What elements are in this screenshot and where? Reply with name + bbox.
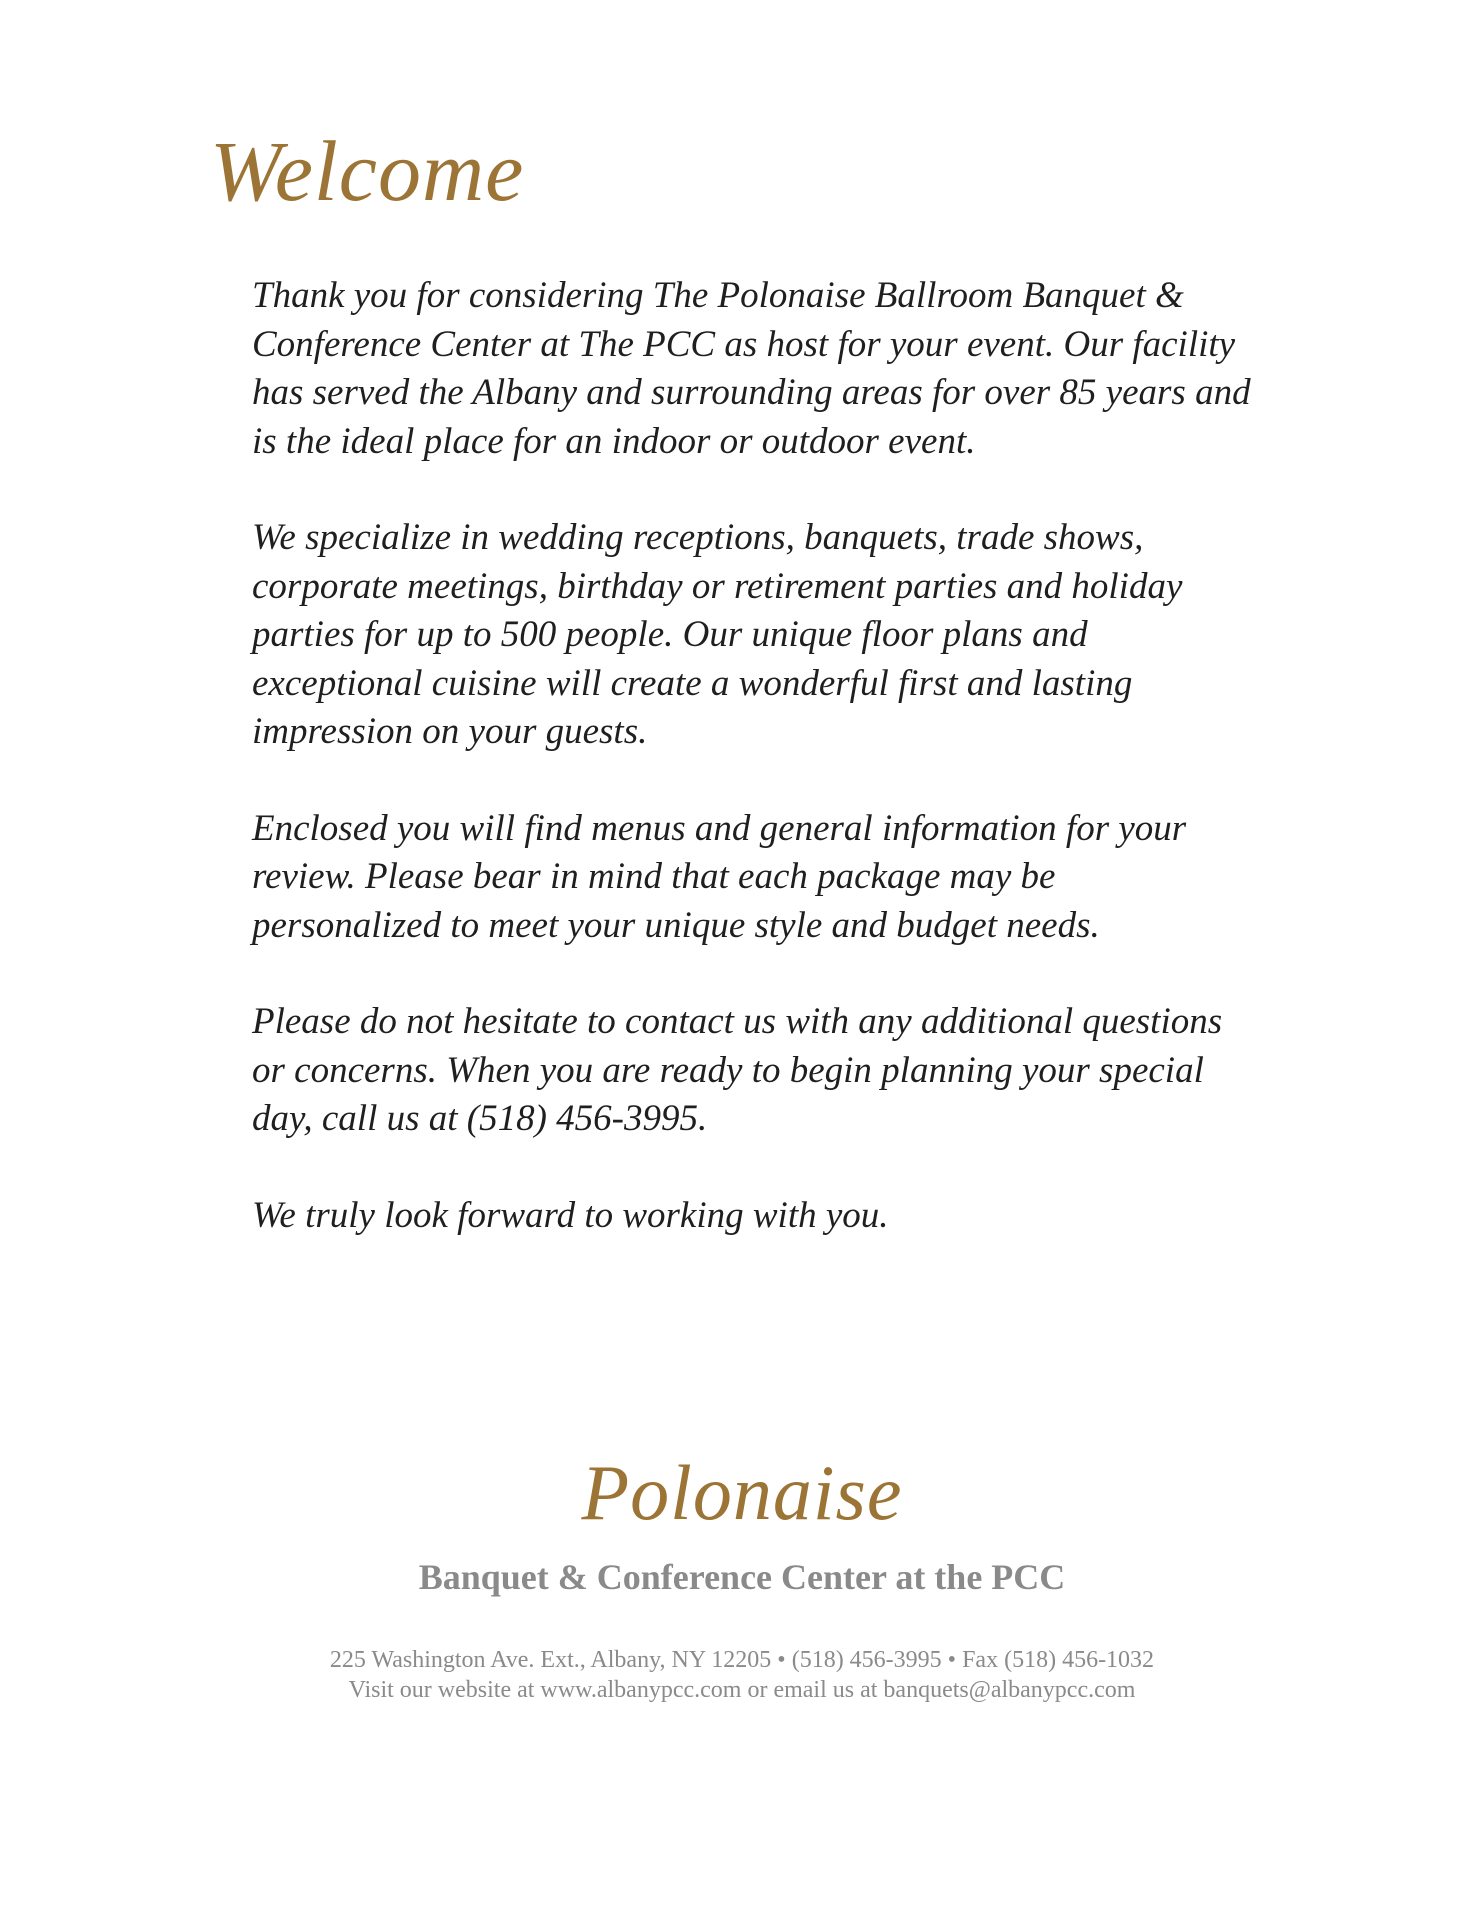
paragraph-closing: We truly look forward to working with you.: [252, 1194, 889, 1236]
paragraph-contact: Please do not hesitate to contact us with any additional questions or concerns. When you are ready to begin planning your special day, call us at (518) 456-3995.: [252, 1001, 1223, 1139]
paragraph-intro: Thank you for considering The Polonaise Ballroom Banquet & Conference Center at The PCC as host for your event. Our facility has served the Albany and surrounding areas for over 85 years and is the ideal place for an indoor or outdoor event.: [252, 275, 1251, 462]
footer-address-line: 225 Washington Ave. Ext., Albany, NY 12205 • (518) 456-3995 • Fax (518) 456-1032: [329, 1647, 1155, 1673]
page-title: Welcome: [210, 123, 525, 219]
footer-contact: [0, 1645, 1484, 1705]
polonaise-logo: Polonaise: [581, 1449, 903, 1536]
footer-web-line: Visit our website at www.albanypcc.com or email us at banquets@albanypcc.com: [348, 1677, 1136, 1703]
paragraph-services: We specialize in wedding receptions, banquets, trade shows, corporate meetings, birthday or retirement parties and holiday parties for up to 500 people. Our unique floor plans and exceptional cuisine will create a wonderful first and lasting impression on your guests.: [252, 517, 1183, 752]
venue-subtitle: Banquet & Conference Center at the PCC: [418, 1557, 1066, 1597]
paragraph-enclosed: Enclosed you will find menus and general information for your review. Please bear in mind that each package may be personalized to meet your unique style and budget needs.: [252, 807, 1187, 946]
letter-body: [252, 272, 1252, 1288]
